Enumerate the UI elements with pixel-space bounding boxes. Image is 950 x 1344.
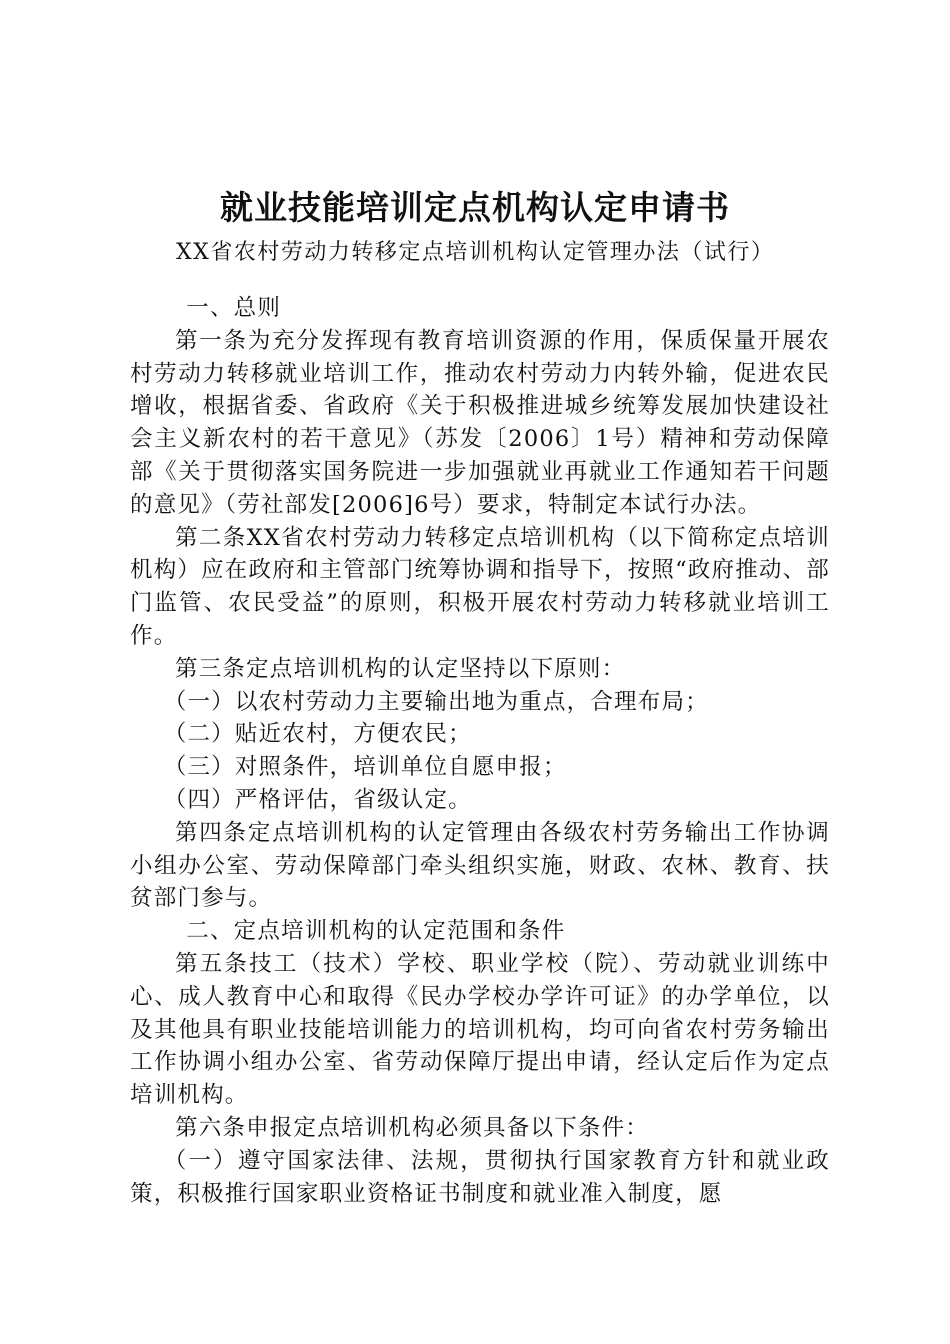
article-3: 第三条定点培训机构的认定坚持以下原则： xyxy=(175,655,626,682)
article-3-item-4: （四）严格评估，省级认定。 xyxy=(163,786,472,813)
section-heading-general: 一、总则 xyxy=(186,295,282,321)
article-6: 第六条申报定点培训机构必须具备以下条件： xyxy=(175,1114,650,1141)
document-body xyxy=(130,292,830,1210)
document-subtitle: XX省农村劳动力转移定点培训机构认定管理办法（试行） xyxy=(176,240,775,265)
article-4: 第四条定点培训机构的认定管理由各级农村劳务输出工作协调小组办公室、劳动保障部门牵头组织实施，财政、农林、教育、扶贫部门参与。 xyxy=(130,819,830,912)
document-title: 就业技能培训定点机构认定申请书 xyxy=(220,188,730,227)
article-3-item-1: （一）以农村劳动力主要输出地为重点，合理布局； xyxy=(163,688,709,715)
article-6-item-1: （一）遵守国家法律、法规，贯彻执行国家教育方针和就业政策，积极推行国家职业资格证书制度和就业准入制度，愿 xyxy=(130,1147,830,1207)
article-3-item-2: （二）贴近农村，方便农民； xyxy=(163,721,472,748)
article-2: 第二条XX省农村劳动力转移定点培训机构（以下简称定点培训机构）应在政府和主管部门统筹协调和指导下，按照“政府推动、部门监管、农民受益”的原则，积极开展农村劳动力转移就业培训工作。 xyxy=(130,524,831,649)
article-5: 第五条技工（技术）学校、职业学校（院）、劳动就业训练中心、成人教育中心和取得《民办学校办学许可证》的办学单位，以及其他具有职业技能培训能力的培训机构，均可向省农村劳务输出工作协调小组办公室、省劳动保障厅提出申请，经认定后作为定点培训机构。 xyxy=(130,950,830,1109)
article-3-item-3: （三）对照条件，培训单位自愿申报； xyxy=(163,754,567,781)
section-heading-scope: 二、定点培训机构的认定范围和条件 xyxy=(186,918,566,945)
article-1: 第一条为充分发挥现有教育培训资源的作用，保质保量开展农村劳动力转移就业培训工作，推动农村劳动力内转外输，促进农民增收，根据省委、省政府《关于积极推进城乡统筹发展加快建设社会主义新农村的若干意见》（苏发〔2006〕1号）精神和劳动保障部《关于贯彻落实国务院进一步加强就业再就业工作通知若干问题的意见》（劳社部发[2006]6号）要求，特制定本试行办法。 xyxy=(130,327,830,518)
